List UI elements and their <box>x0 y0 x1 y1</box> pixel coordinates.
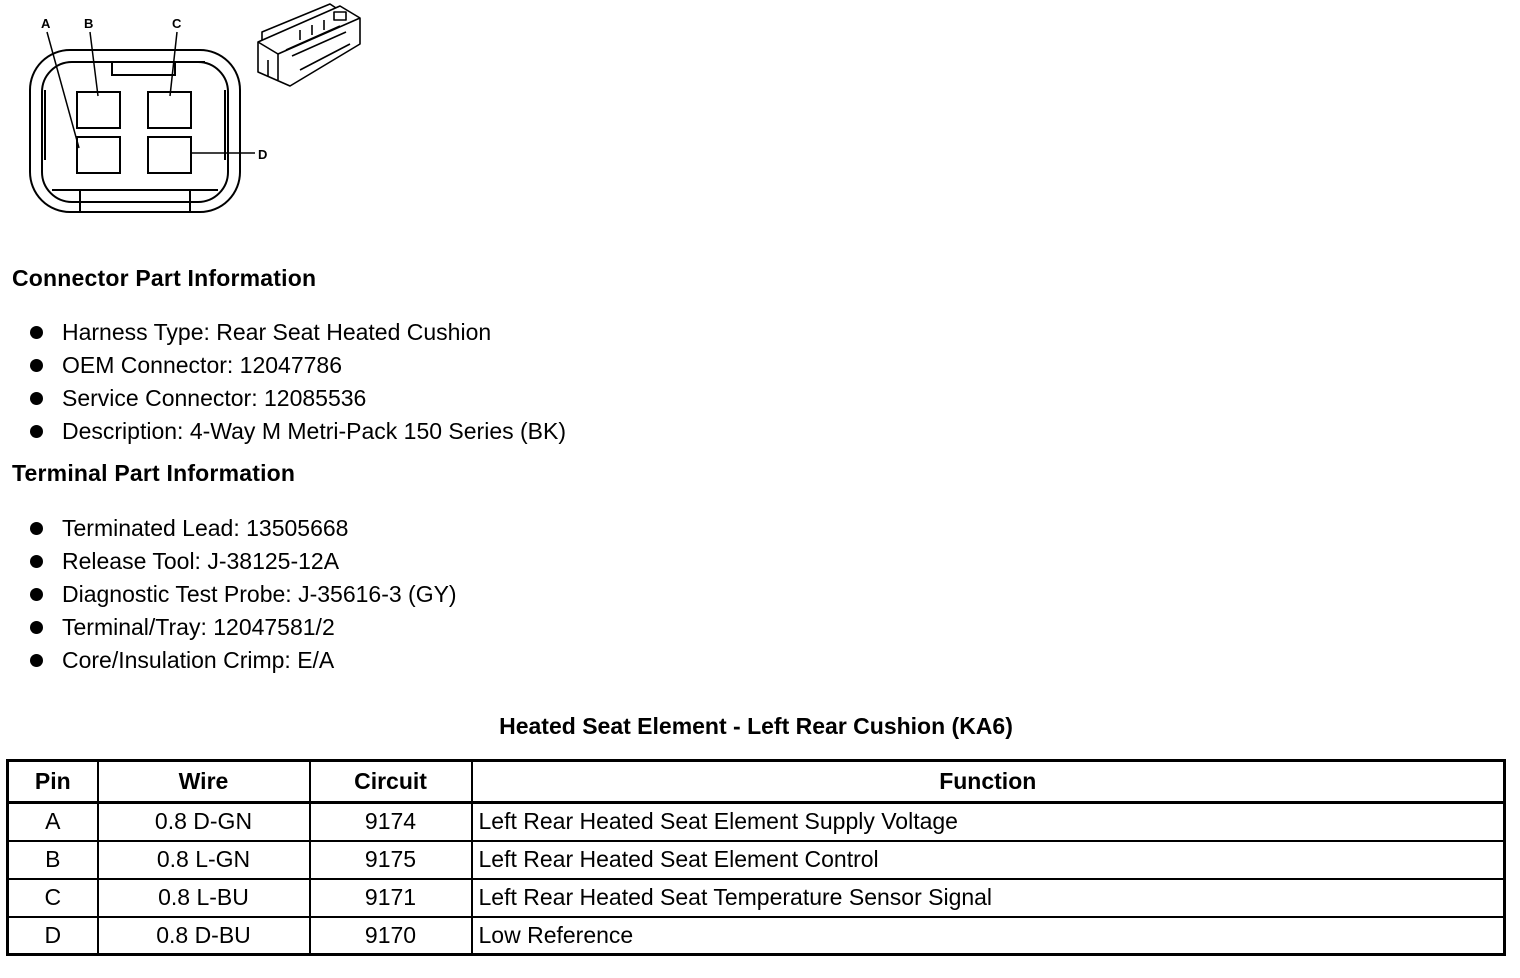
cell-circuit: 9174 <box>310 803 472 841</box>
cell-wire: 0.8 D-BU <box>98 917 310 955</box>
list-item <box>28 316 566 349</box>
terminal-part-info-heading: Terminal Part Information <box>12 460 296 486</box>
list-item-text: Harness Type: Rear Seat Heated Cushion <box>62 319 492 345</box>
bullet-icon <box>30 555 43 568</box>
list-item <box>28 512 457 545</box>
cell-wire: 0.8 D-GN <box>98 803 310 841</box>
pin-table-title: Heated Seat Element - Left Rear Cushion (KA6) <box>499 713 1013 739</box>
pin-label-d: D <box>258 147 268 162</box>
cell-circuit: 9175 <box>310 841 472 879</box>
bullet-icon <box>30 326 43 339</box>
list-item-text: Diagnostic Test Probe: J-35616-3 (GY) <box>62 581 457 607</box>
bullet-icon <box>30 654 43 667</box>
list-item <box>28 545 457 578</box>
bullet-icon <box>30 425 43 438</box>
cell-wire: 0.8 L-GN <box>98 841 310 879</box>
pin-label-c: C <box>172 16 182 31</box>
cell-pin: A <box>8 803 98 841</box>
connector-part-info-list <box>28 316 566 448</box>
cell-function: Left Rear Heated Seat Temperature Sensor Signal <box>472 879 1505 917</box>
cell-pin: B <box>8 841 98 879</box>
bullet-icon <box>30 359 43 372</box>
list-item <box>28 644 457 677</box>
bullet-icon <box>30 588 43 601</box>
cell-function: Low Reference <box>472 917 1505 955</box>
bullet-icon <box>30 621 43 634</box>
list-item-text: Core/Insulation Crimp: E/A <box>62 647 335 673</box>
list-item-text: Description: 4-Way M Metri-Pack 150 Series (BK) <box>62 418 567 444</box>
list-item-text: Release Tool: J-38125-12A <box>62 548 340 574</box>
terminal-part-info-list <box>28 512 457 677</box>
cell-circuit: 9170 <box>310 917 472 955</box>
list-item <box>28 349 566 382</box>
header-circuit: Circuit <box>310 761 472 803</box>
connector-face-view <box>30 32 255 212</box>
list-item <box>28 611 457 644</box>
bullet-icon <box>30 522 43 535</box>
table-header-row <box>8 761 1505 803</box>
connector-part-info-heading: Connector Part Information <box>12 265 317 291</box>
list-item <box>28 578 457 611</box>
connector-diagram <box>0 0 380 225</box>
table-row <box>8 917 1505 955</box>
table-row <box>8 879 1505 917</box>
header-pin: Pin <box>8 761 98 803</box>
header-function: Function <box>472 761 1505 803</box>
pin-table <box>6 759 1506 956</box>
cell-wire: 0.8 L-BU <box>98 879 310 917</box>
list-item-text: OEM Connector: 12047786 <box>62 352 343 378</box>
cell-pin: D <box>8 917 98 955</box>
list-item <box>28 382 566 415</box>
bullet-icon <box>30 392 43 405</box>
table-row <box>8 841 1505 879</box>
table-row <box>8 803 1505 841</box>
cell-function: Left Rear Heated Seat Element Control <box>472 841 1505 879</box>
list-item-text: Service Connector: 12085536 <box>62 385 367 411</box>
cell-pin: C <box>8 879 98 917</box>
list-item-text: Terminal/Tray: 12047581/2 <box>62 614 335 640</box>
cell-circuit: 9171 <box>310 879 472 917</box>
header-wire: Wire <box>98 761 310 803</box>
list-item <box>28 415 566 448</box>
cell-function: Left Rear Heated Seat Element Supply Voltage <box>472 803 1505 841</box>
pin-label-a: A <box>41 16 51 31</box>
pin-label-b: B <box>84 16 94 31</box>
connector-3d-icon <box>258 4 360 86</box>
list-item-text: Terminated Lead: 13505668 <box>62 515 349 541</box>
